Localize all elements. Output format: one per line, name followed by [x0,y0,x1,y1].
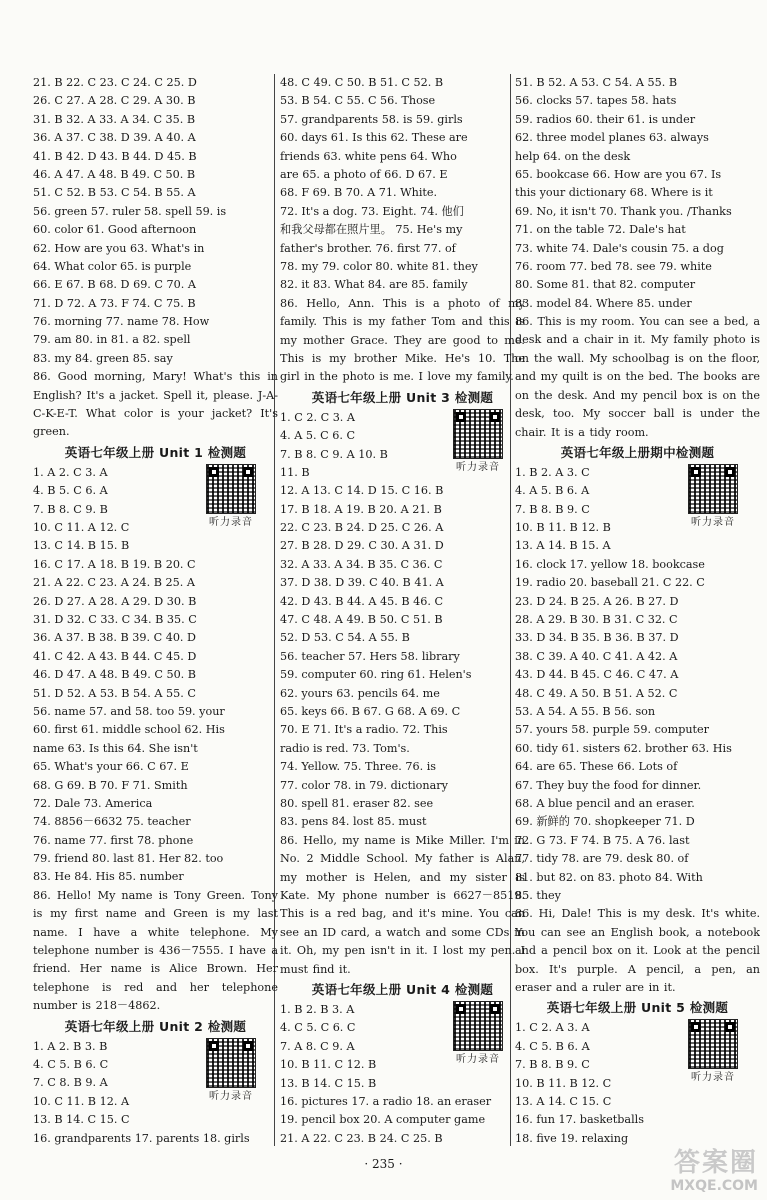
answer-line: 56. name 57. and 58. too 59. your [33,704,225,718]
answer-line: 83. model 84. Where 85. under [515,296,692,310]
answer-line: 56. teacher 57. Hers 58. library [280,649,460,663]
qr-code-icon[interactable] [206,464,256,514]
answer-line: 16. clock 17. yellow 18. bookcase [515,557,705,571]
answer-line: 16. pictures 17. a radio 18. an eraser [280,1094,492,1108]
answer-line: 64. are 65. These 66. Lots of [515,760,678,774]
answer-line: 60. days 61. Is this 62. These are [280,131,468,145]
section-unit-2 [33,1016,278,1150]
answer-line: 4. B 5. C 6. A [33,484,108,498]
answer-line: 76. name 77. first 78. phone [33,833,194,847]
answer-line: 4. A 5. C 6. C [280,429,356,443]
answer-line: 56. clocks 57. tapes 58. hats [515,94,677,108]
qr-code-icon[interactable] [688,1019,738,1069]
answer-line: 74. 8856－6632 75. teacher [33,815,191,829]
answer-line: 26. D 27. A 28. A 29. D 30. B [33,594,197,608]
answer-line: help 64. on the desk [515,149,631,163]
answer-line: 43. D 44. B 45. C 46. C 47. A [515,668,679,682]
answer-line: 70. E 71. It's a radio. 72. This [280,723,448,737]
answer-line: 13. B 14. C 15. B [280,1076,377,1090]
section-unit-1 [33,442,278,1016]
answer-line: 12. A 13. C 14. D 15. C 16. B [280,484,444,498]
answer-line: 64. What color 65. is purple [33,259,192,273]
answer-line: 4. C 5. C 6. C [280,1021,356,1035]
answer-line: 48. C 49. A 50. B 51. A 52. C [515,686,678,700]
qr-code-icon[interactable] [206,1038,256,1088]
answer-line: 10. B 11. C 12. B [280,1058,377,1072]
answer-line: 83. my 84. green 85. say [33,351,173,365]
writing-answer-86: 86. Good morning, Mary! What's this in English? It's a jacket. Spell it, please. J-A-C-K-E-T. What color is your jacket? It's green. [33,370,278,439]
answer-line: 4. C 5. B 6. C [33,1058,109,1072]
answer-line: 41. B 42. D 43. B 44. D 45. B [33,149,197,163]
answer-line: 62. yours 63. pencils 64. me [280,686,440,700]
watermark-logo [640,1148,758,1196]
answer-line: 65. What's your 66. C 67. E [33,760,189,774]
answer-line: 65. bookcase 66. How are you 67. Is [515,167,722,181]
answer-line: 23. D 24. B 25. A 26. B 27. D [515,594,679,608]
answer-line: 71. on the table 72. Dale's hat [515,223,686,237]
qr-label: 听力录音 [691,516,735,528]
answer-line: this your dictionary 68. Where is it [515,186,713,200]
answer-line: 46. A 47. A 48. B 49. C 50. B [33,167,196,181]
answer-line: 59. radios 60. their 61. is under [515,112,696,126]
writing-answer-unit-1: 86. Hello! My name is Tony Green. Tony is my first name and Green is my last name. I have a white telephone. My telephone number is 436－7555. I have a friend. Her name is Alice Brown. Her telephone is red and her telephone number is 218－4862. [33,888,278,1013]
answer-line: 33. D 34. B 35. B 36. B 37. D [515,631,679,645]
answer-line: 67. They buy the food for dinner. [515,778,702,792]
answer-line: 7. B 8. C 9. B [33,502,108,516]
answer-line: 10. B 11. B 12. C [515,1076,612,1090]
answer-line: 21. B 22. C 23. C 24. C 25. D [33,76,197,89]
answer-line: 17. B 18. A 19. B 20. A 21. B [280,502,442,516]
section-title-unit-5: 英语七年级上册 Unit 5 检测题 [546,1000,729,1016]
writing-answer-unit-4: 86. This is my room. You can see a bed, a desk and a chair in it. My family photo is on the wall. My schoolbag is on the floor, and my quilt is on the bed. The books are on the desk. And my pencil box is on the desk, too. My soccer ball is under the chair. It is a tidy room. [515,315,760,439]
answer-line: 28. A 29. B 30. B 31. C 32. C [515,613,678,627]
answer-line: 60. tidy 61. sisters 62. brother 63. His [515,741,732,755]
answer-line: 21. A 22. C 23. A 24. B 25. A [33,576,195,590]
answer-line: 10. C 11. B 12. A [33,1094,130,1108]
answer-line [280,1148,525,1150]
answer-line: 68. G 69. B 70. F 71. Smith [33,778,188,792]
qr-code-icon[interactable] [453,409,503,459]
answer-line: 13. B 14. C 15. C [33,1113,130,1127]
answer-line: 72. G 73. F 74. B 75. A 76. last [515,833,690,847]
writing-answer-unit-2: 86. Hello, Ann. This is a photo of my family. This is my father Tom and this is my mother Grace. They are good to me. This is my brother Mike. He's 10. The girl in the photo is me. I love my family. [280,296,525,384]
answer-line: 13. A 14. B 15. A [515,539,611,553]
answer-line: father's brother. 76. first 77. of [280,241,456,255]
answers-midterm [515,464,760,905]
listening-qr[interactable] [443,409,513,474]
answer-line: 16. fun 17. basketballs [515,1113,645,1127]
answer-line: 71. D 72. A 73. F 74. C 75. B [33,296,196,310]
answer-line: 62. three model planes 63. always [515,131,709,145]
answer-line: 79. friend 80. last 81. Her 82. too [33,852,224,866]
writing-answer-unit-3: 86. Hello, my name is Mike Miller. I'm in No. 2 Middle School. My father is Alan, my mother is Helen, and my sister is Kate. My phone number is 6627－8519. This is a red bag, and it's mine. You can see an ID card, a watch and some CDs in it. Oh, my pen isn't in it. I lost my pen. I must find it. [280,833,525,976]
answer-line: 32. A 33. A 34. B 35. C 36. C [280,557,443,571]
answers-unit-starter [33,74,278,368]
section-title-unit-2: 英语七年级上册 Unit 2 检测题 [64,1018,247,1034]
answer-line: 41. C 42. A 43. B 44. C 45. D [33,649,197,663]
section-title-midterm: 英语七年级上册期中检测题 [560,444,715,460]
answer-line: 46. D 47. A 48. B 49. C 50. B [33,668,197,682]
qr-label: 听力录音 [456,461,500,473]
listening-qr[interactable] [678,464,748,529]
answer-line: 7. B 8. B 9. C [515,502,590,516]
answer-line: 19. pencil box 20. A computer game [280,1113,486,1127]
answer-line: 18. five 19. relaxing [515,1131,629,1145]
answer-line: 72. Dale 73. America [33,796,153,810]
answer-line: 4. C 5. B 6. A [515,1039,590,1053]
answer-line: 85. they [515,888,561,902]
answer-line: 53. B 54. C 55. C 56. Those [280,94,436,108]
answer-line: 53. A 54. A 55. B 56. son [515,705,656,718]
answer-line: 1. A 2. C 3. A [33,465,108,479]
answer-line: 48. C 49. C 50. B 51. C 52. B [280,76,444,89]
answer-line: 31. B 32. A 33. A 34. C 35. B [33,112,196,126]
answer-line [33,1148,278,1150]
answer-line: 27. B 28. D 29. C 30. A 31. D [280,539,444,553]
answer-line: 78. my 79. color 80. white 81. they [280,259,478,273]
answer-line: 36. A 37. B 38. B 39. C 40. D [33,631,197,645]
answer-line: 57. grandparents 58. is 59. girls [280,112,463,126]
listening-qr[interactable] [678,1019,748,1084]
answer-line: 21. A 22. C 23. B 24. C 25. B [280,1131,443,1145]
answer-line: 80. spell 81. eraser 82. see [280,796,434,810]
column-2 [280,74,525,1150]
answer-line: 68. A blue pencil and an eraser. [515,796,695,810]
answer-line: 7. A 8. C 9. A [280,1039,355,1053]
section-unit-4 [280,979,525,1150]
writing-answer-midterm: 86. Hi, Dale! This is my desk. It's white. You can see an English book, a notebook and a pencil box on it. Look at the pencil box. It's purple. A pencil, a pen, an eraser and a ruler are in it. [515,907,760,994]
answer-line: 77. tidy 78. are 79. desk 80. of [515,852,689,866]
answer-line: 74. Yellow. 75. Three. 76. is [280,760,437,774]
section-unit-3 [280,387,525,979]
answer-line: 60. first 61. middle school 62. His [33,723,225,737]
answer-line: 1. B 2. B 3. A [280,1002,355,1016]
answer-line: 73. white 74. Dale's cousin 75. a dog [515,241,724,255]
answer-line: 77. color 78. in 79. dictionary [280,778,448,792]
watermark-url: MXQE.COM [670,1178,758,1194]
answer-line: 51. B 52. A 53. C 54. A 55. B [515,76,678,89]
answer-line: 16. C 17. A 18. B 19. B 20. C [33,557,196,571]
answer-line: 13. A 14. C 15. C [515,1094,612,1108]
answer-line: 16. grandparents 17. parents 18. girls [33,1131,250,1145]
answer-line: 76. morning 77. name 78. How [33,315,210,329]
listening-qr[interactable] [196,1038,266,1103]
listening-qr[interactable] [196,464,266,529]
qr-label: 听力录音 [691,1072,735,1084]
answer-line: 51. D 52. A 53. B 54. A 55. C [33,686,196,700]
answer-line: 26. C 27. A 28. C 29. A 30. B [33,94,196,108]
answer-line: 7. C 8. B 9. A [33,1076,108,1090]
answer-line: 19. radio 20. baseball 21. C 22. C [515,576,705,590]
section-midterm [515,442,760,997]
answer-line: 59. computer 60. ring 61. Helen's [280,668,472,682]
answer-line: 57. yours 58. purple 59. computer [515,723,710,737]
answer-line: 1. C 2. A 3. A [515,1021,590,1035]
answer-line: friends 63. white pens 64. Who [280,149,457,163]
answer-line: 69. 新鲜的 70. shopkeeper 71. D [515,815,695,829]
answer-line: 80. Some 81. that 82. computer [515,278,696,292]
page-number: · 235 · [364,1157,403,1171]
answer-line: 10. C 11. A 12. C [33,521,130,535]
column-3 [515,74,760,1150]
answer-line: 11. B [280,465,310,479]
answers-unit-4-cont [515,74,760,313]
answer-line: radio is red. 73. Tom's. [280,741,410,755]
answer-line: 31. D 32. C 33. C 34. B 35. C [33,613,197,626]
answer-line: 42. D 43. B 44. A 45. B 46. C [280,594,444,608]
answer-line: 38. C 39. A 40. C 41. A 42. A [515,649,678,663]
qr-code-icon[interactable] [453,1001,503,1051]
answer-line: 72. It's a dog. 73. Eight. 74. 他们 [280,204,464,218]
answer-line: 51. C 52. B 53. C 54. B 55. A [33,186,196,200]
answer-line: 22. C 23. B 24. D 25. C 26. A [280,521,444,535]
section-title-unit-4: 英语七年级上册 Unit 4 检测题 [311,981,494,997]
section-unit-5 [515,997,760,1150]
answer-line: 65. keys 66. B 67. G 68. A 69. C [280,704,461,718]
answer-line: 83. pens 84. lost 85. must [280,815,427,829]
answer-line: are 65. a photo of 66. D 67. E [280,167,448,181]
answer-line: 62. How are you 63. What's in [33,241,205,255]
answer-line: 76. room 77. bed 78. see 79. white [515,259,712,273]
answer-line: 66. E 67. B 68. D 69. C 70. A [33,278,196,292]
answer-line: 37. D 38. D 39. C 40. B 41. A [280,576,444,590]
section-title-unit-3: 英语七年级上册 Unit 3 检测题 [311,389,494,405]
answer-line: 68. F 69. B 70. A 71. White. [280,186,438,200]
answers-unit-2-cont [280,74,525,295]
answer-line: 83. He 84. His 85. number [33,870,184,884]
answer-line: 36. A 37. C 38. D 39. A 40. A [33,131,196,145]
answer-line: 10. B 11. B 12. B [515,521,611,535]
qr-code-icon[interactable] [688,464,738,514]
answer-line: 60. color 61. Good afternoon [33,223,197,237]
answer-line: 82. it 83. What 84. are 85. family [280,278,468,292]
answer-line: 81. but 82. on 83. photo 84. With [515,870,703,884]
answer-line: 1. A 2. B 3. B [33,1039,108,1053]
answer-line: 7. B 8. C 9. A 10. B [280,447,388,461]
column-1 [33,74,278,1150]
answer-line: 52. D 53. C 54. A 55. B [280,631,410,645]
qr-label: 听力录音 [209,516,253,528]
answer-line: 7. B 8. B 9. C [515,1058,590,1072]
answer-line: 69. No, it isn't 70. Thank you. /Thanks [515,204,732,218]
answer-line: 79. am 80. in 81. a 82. spell [33,333,191,347]
answer-line: 47. C 48. A 49. B 50. C 51. B [280,613,443,627]
watermark-text: 答案圈 [673,1148,758,1178]
answer-line: 1. B 2. A 3. C [515,465,590,479]
section-title-unit-1: 英语七年级上册 Unit 1 检测题 [64,444,247,460]
qr-label: 听力录音 [456,1053,500,1065]
answer-line: 13. C 14. B 15. B [33,539,130,553]
answer-line: 1. C 2. C 3. A [280,410,356,424]
answer-line: 4. A 5. B 6. A [515,484,590,498]
answer-line: name 63. Is this 64. She isn't [33,741,198,755]
listening-qr[interactable] [443,1001,513,1066]
answer-line: 56. green 57. ruler 58. spell 59. is [33,204,227,218]
qr-label: 听力录音 [209,1090,253,1102]
answer-line: 和我父母都在照片里。 75. He's my [280,223,463,237]
